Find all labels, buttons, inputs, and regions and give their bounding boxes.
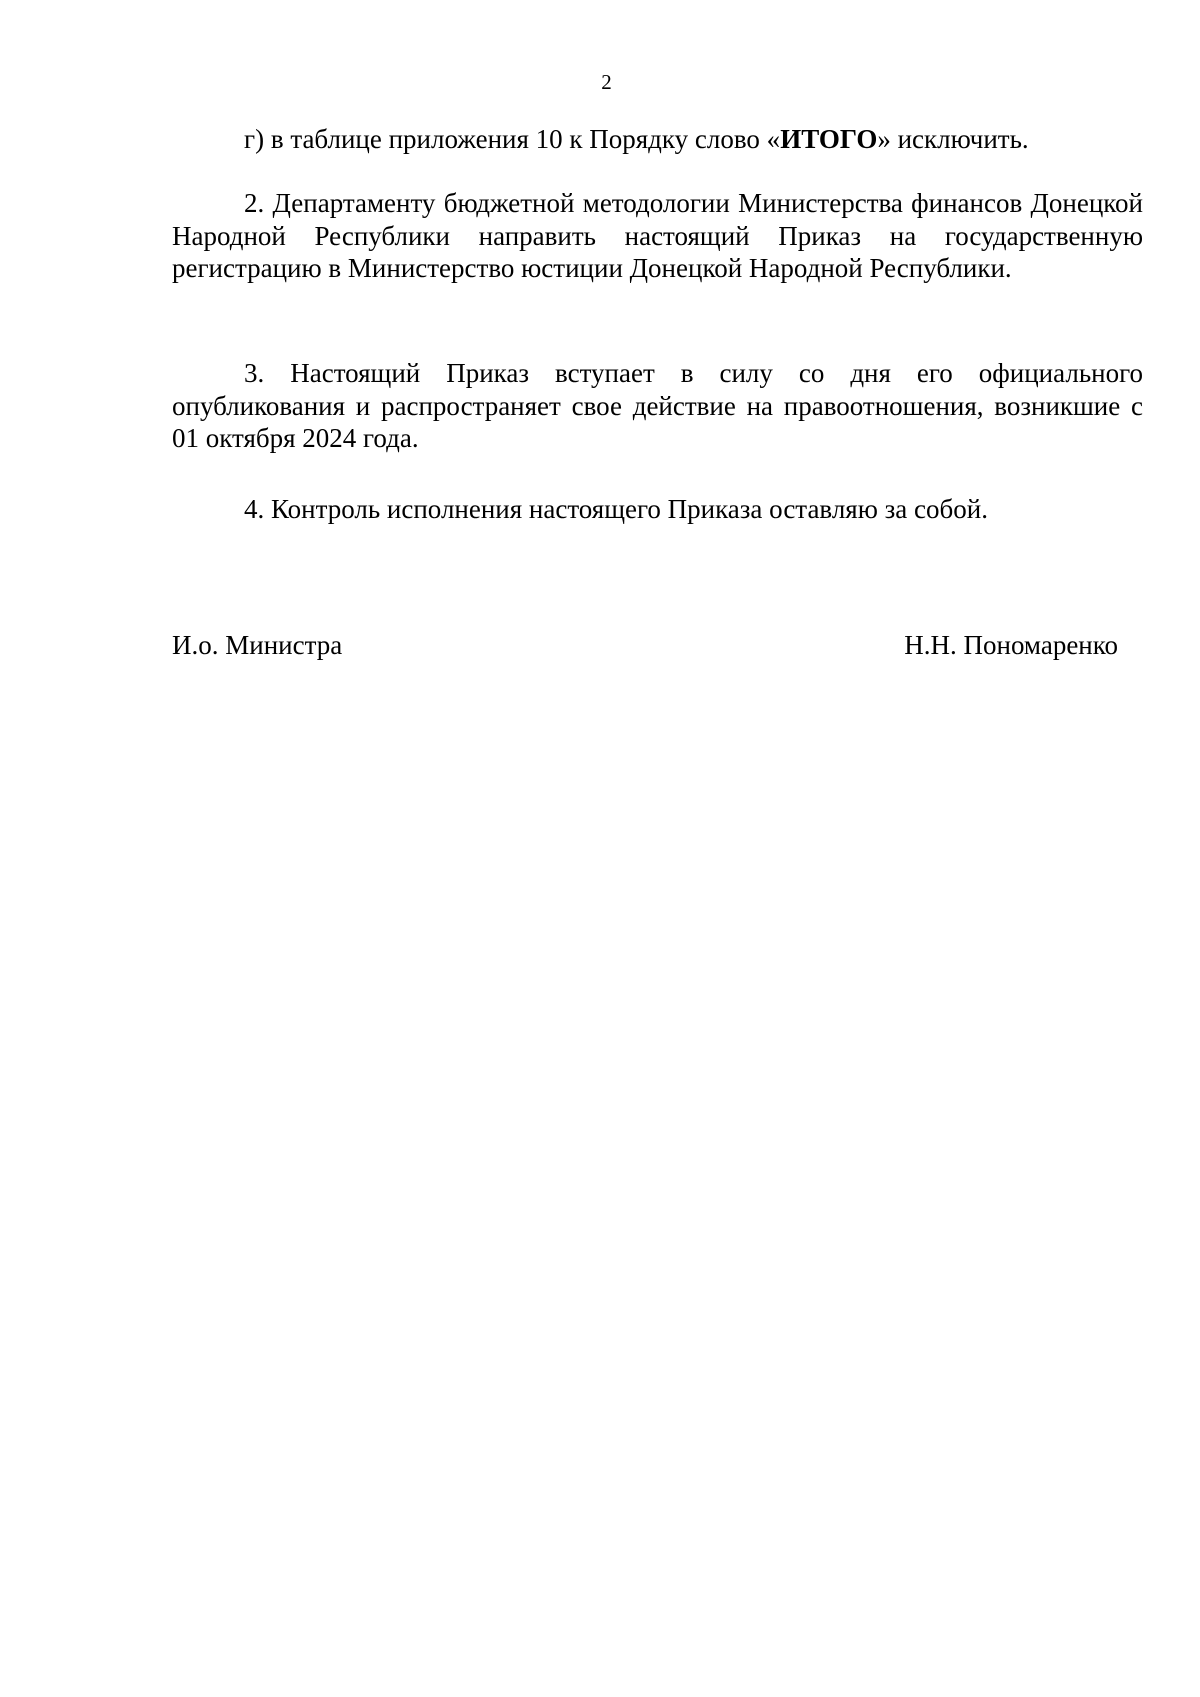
paragraph-item-g (172, 123, 1143, 156)
signature-block (172, 629, 1118, 662)
paragraph-text: » исключить. (877, 124, 1029, 154)
paragraph-4: 4. Контроль исполнения настоящего Приказа оставляю за собой. (244, 494, 988, 524)
bold-term: ИТОГО (780, 124, 878, 154)
paragraph-text: г) в таблице приложения 10 к Порядку слово « (244, 124, 781, 154)
paragraph-3: 3. Настоящий Приказ вступает в силу со дня его официального опубликования и распространяет свое действие на правоотношения, возникшие с 01 октября 2024 года. (172, 358, 1143, 453)
paragraph-2: 2. Департаменту бюджетной методологии Министерства финансов Донецкой Народной Республики направить настоящий Приказ на государственную регистрацию в Министерство юстиции Донецкой Народной Республики. (172, 188, 1143, 283)
signatory-position: И.о. Министра (172, 630, 343, 660)
signatory-name: Н.Н. Пономаренко (904, 630, 1118, 660)
page-number: 2 (601, 70, 612, 94)
